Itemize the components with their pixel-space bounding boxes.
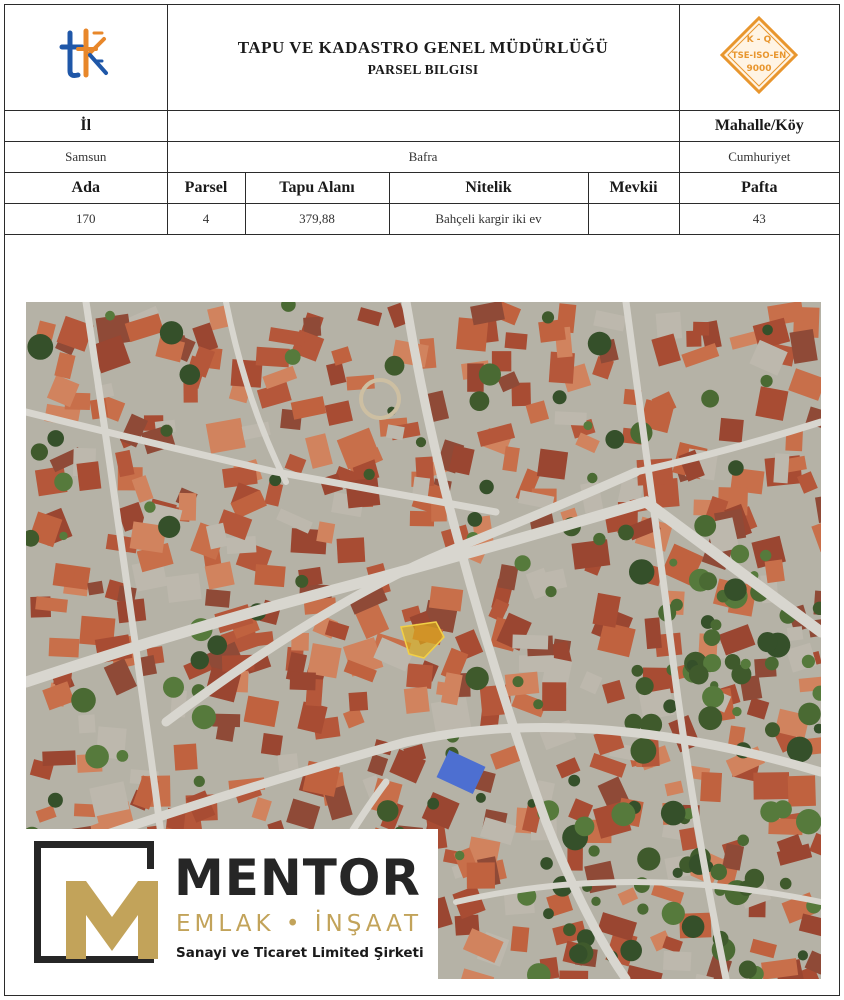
tree-canopy [591,897,600,906]
tree-canopy [584,421,593,430]
rooftop [76,461,101,491]
rooftop [645,617,662,649]
rooftop [519,655,554,672]
il-value: Samsun [5,142,167,173]
tree-canopy [513,676,524,687]
tree-canopy [711,864,727,880]
tree-canopy [761,375,773,387]
header-parsel: Parsel [167,173,245,204]
tree-canopy [47,430,64,447]
tree-canopy [385,356,405,376]
rooftop [700,772,722,802]
tkgm-logo-icon [56,25,116,85]
rooftop [174,743,198,770]
mentor-m-icon [66,881,158,959]
tree-canopy [702,686,724,708]
rooftop [290,672,316,691]
header-ada: Ada [5,173,167,204]
tree-canopy [479,480,493,494]
tree-canopy [569,945,587,963]
rooftop [244,696,280,727]
rooftop [467,862,495,888]
tree-canopy [533,699,543,709]
tree-canopy [739,961,757,979]
tree-canopy [416,437,426,447]
title-cell [167,5,679,111]
tree-canopy [588,332,612,356]
tree-canopy [194,776,205,787]
tree-canopy [618,525,634,541]
rooftop [773,453,789,483]
tree-canopy [455,851,464,860]
il-label: İl [5,111,167,142]
tree-canopy [620,940,642,962]
tree-canopy [48,793,63,808]
rooftop [261,733,283,756]
tree-canopy [637,904,648,915]
rooftop [337,537,366,563]
tree-canopy [682,915,705,938]
tree-canopy [191,651,209,669]
tree-canopy [631,738,657,764]
tree-canopy [637,847,660,870]
tree-canopy [27,334,53,360]
rooftop [277,753,298,771]
rooftop [166,573,202,603]
tree-canopy [515,555,531,571]
tree-canopy [543,908,554,919]
tree-canopy [765,657,779,671]
value-mevkii [588,204,679,235]
tree-canopy [737,835,749,847]
document-title: TAPU VE KADASTRO GENEL MÜDÜRLÜĞÜ [237,37,609,57]
value-nitelik: Bahçeli kargir iki ev [389,204,588,235]
rooftop [87,581,104,596]
document-subtitle: PARSEL BILGISI [367,61,479,77]
rooftop [572,539,611,569]
tree-canopy [192,705,216,729]
tree-canopy [160,321,183,344]
tree-canopy [701,390,719,408]
tree-canopy [553,390,567,404]
svg-text:TSE-ISO-EN: TSE-ISO-EN [732,51,787,61]
tree-canopy [117,750,129,762]
tree-canopy [575,817,595,837]
tree-canopy [669,559,677,567]
header-pafta: Pafta [679,173,839,204]
mahalle-label: Mahalle/Köy [679,111,839,142]
tree-canopy [563,923,576,936]
tree-canopy [31,443,48,460]
parcel-document [4,4,840,996]
rooftop [410,511,434,527]
mahalle-value: Cumhuriyet [679,142,839,173]
tree-canopy [796,809,821,834]
tree-canopy [760,550,771,561]
tree-canopy [762,325,773,336]
tree-canopy [144,501,155,512]
cert-badge-cell [679,5,839,111]
value-pafta: 43 [679,204,839,235]
tree-canopy [470,391,490,411]
tree-canopy [465,667,488,690]
tree-canopy [774,800,792,818]
rooftop [505,332,528,350]
rooftop [753,772,789,799]
rooftop [206,418,246,454]
tree-canopy [798,703,821,726]
rooftop [205,589,231,608]
tree-canopy [662,902,685,925]
rooftop [436,682,453,697]
rooftop [316,521,335,543]
tree-canopy [207,635,227,655]
tree-canopy [589,845,600,856]
rooftop [74,804,96,818]
mentor-tagline: EMLAK • İNŞAAT [176,911,423,937]
rooftop [510,926,529,952]
tree-canopy [611,802,635,826]
rooftop [256,347,290,368]
tree-canopy [787,737,813,763]
rooftop [349,692,369,711]
tree-canopy [661,801,686,826]
rooftop [555,411,587,426]
tree-canopy [689,665,709,685]
tree-canopy [694,515,716,537]
tse-iso-badge-icon [719,15,799,95]
rooftop [787,626,803,641]
value-ada: 170 [5,204,167,235]
tree-canopy [161,425,173,437]
tree-canopy [605,430,624,449]
tree-canopy [105,311,115,321]
tree-canopy [632,665,644,677]
rooftop [49,638,80,658]
rooftop [686,331,701,347]
tree-canopy [163,677,184,698]
tree-canopy [85,745,109,769]
tree-canopy [377,800,399,822]
rooftop [765,559,785,583]
tree-canopy [295,575,308,588]
tree-canopy [698,706,722,730]
tree-canopy [673,868,683,878]
rooftop [406,663,433,688]
tree-canopy [476,793,486,803]
header-mevkii: Mevkii [588,173,679,204]
header-nitelik: Nitelik [389,173,588,204]
tree-canopy [427,798,439,810]
tree-canopy [724,578,747,601]
tree-canopy [636,677,654,695]
header-tapu-alani: Tapu Alanı [245,173,389,204]
tree-canopy [732,707,741,716]
rooftop [788,775,816,806]
rooftop [755,386,788,421]
value-tapu-alani: 379,88 [245,204,389,235]
tree-canopy [757,632,777,652]
tree-canopy [587,473,597,483]
rooftop [404,687,430,714]
rooftop [559,970,588,979]
tree-canopy [593,533,605,545]
tree-canopy [158,516,180,538]
svg-text:K - Q: K - Q [746,35,772,45]
tree-canopy [59,532,67,540]
tree-canopy [629,559,654,584]
tree-canopy [568,775,580,787]
rooftop [663,951,692,971]
tree-canopy [704,629,721,646]
parcel-info-table [5,5,839,235]
tkgm-logo-cell [5,5,167,111]
satellite-map [26,302,821,979]
rooftop [429,586,463,612]
rooftop [537,449,568,480]
rooftop [78,714,96,733]
tree-canopy [479,363,501,385]
svg-text:9000: 9000 [746,64,772,74]
tree-canopy [285,349,301,365]
ilce-value: Bafra [167,142,679,173]
mentor-watermark [26,829,438,979]
rooftop [512,634,548,649]
rooftop [542,682,566,711]
tree-canopy [710,619,721,630]
tree-canopy [71,688,96,713]
tree-canopy [802,655,815,668]
tree-canopy [798,950,808,960]
tree-canopy [699,572,717,590]
tree-canopy [545,586,556,597]
tree-canopy [180,364,201,385]
tree-canopy [540,857,553,870]
rooftop [789,329,817,364]
rooftop [179,493,197,521]
tree-canopy [671,599,683,611]
mentor-brand: MENTOR [174,849,421,907]
rooftop [719,418,744,443]
value-parsel: 4 [167,204,245,235]
empty-label-cell [167,111,679,142]
tree-canopy [728,460,744,476]
rooftop [254,564,285,587]
tree-canopy [364,469,375,480]
mentor-company: Sanayi ve Ticaret Limited Şirketi [176,945,424,961]
tree-canopy [467,512,482,527]
tree-canopy [765,722,780,737]
rooftop [538,319,566,343]
tree-canopy [780,878,792,890]
tree-canopy [542,311,554,323]
tree-canopy [741,659,751,669]
tree-canopy [54,473,73,492]
rooftop [42,750,76,766]
